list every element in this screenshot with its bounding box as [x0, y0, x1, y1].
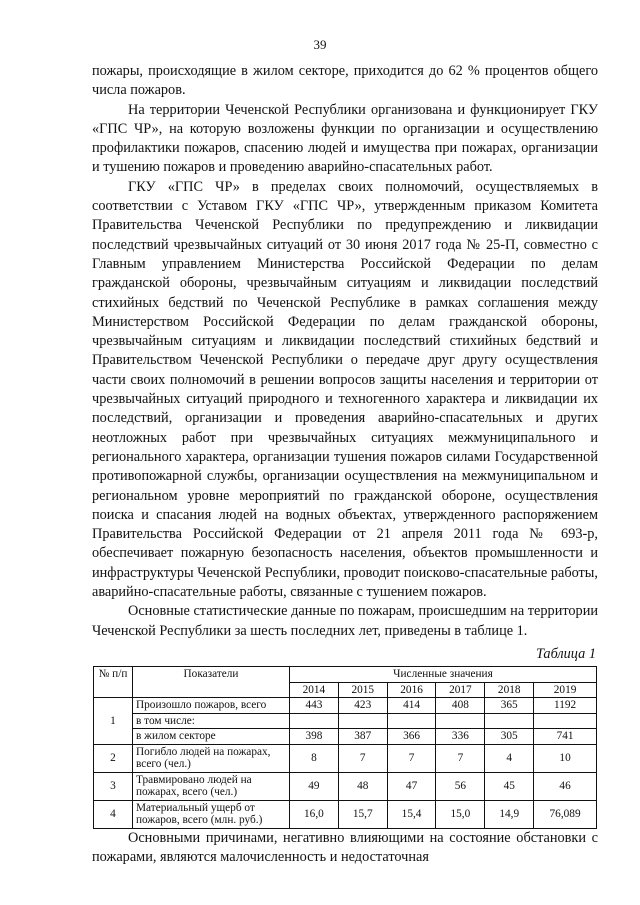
- paragraph-3: ГКУ «ГПС ЧР» в пределах своих полномочий, осуществляемых в соответствии с Уставом ГКУ «ГПС ЧР», утвержденным приказом Комитета Правительства Чеченской Республики по предупреждению и ликвидации последствий чрезвычайных ситуаций от 30 июня 2017 года № 25-П, совместно с Главным управлением Министерства Российской Федерации по делам гражданской обороны, чрезвычайным ситуациям и ликвидации последствий стихийных бедствий по Чеченской Республике в рамках соглашения между Министерством Российской Федерации по делам гражданской обороны, чрезвычайным ситуациям и ликвидации последствий стихийных бедствий и Правительством Чеченской Республики о передаче друг другу осуществления части своих полномочий в решении вопросов защиты населения и территории от чрезвычайных ситуаций природного и техногенного характера и ликвидации их последствий, организации и проведения аварийно-спасательных и других неотложных работ при чрезвычайных ситуациях межмуниципального и регионального характера, организации тушения пожаров силами Государственной противопожарной службы, организации осуществления на межмуниципальном и региональном уровне мероприятий по гражданской обороне, осуществления поиска и спасания людей на водных объектах, утвержденного распоряжением Правительства Российской Федерации от 21 апреля 2011 года № 693-р, обеспечивает пожарную безопасность населения, объектов промышленности и инфраструктуры Чеченской Республики, проводит поисково-спасательные работы, аварийно-спасательные работы, связанные с тушением пожаров.: [92, 178, 598, 601]
- cell-value: 8: [290, 744, 339, 772]
- table-caption: Таблица 1: [536, 645, 596, 662]
- cell-value: 45: [485, 772, 534, 800]
- cell-value: [290, 713, 339, 729]
- row-number: 2: [94, 744, 133, 772]
- table-header-row: [94, 667, 597, 683]
- cell-value: 15,0: [436, 800, 485, 828]
- cell-value: 398: [290, 729, 339, 745]
- header-year: 2019: [534, 682, 597, 698]
- cell-value: [436, 713, 485, 729]
- row-number: 4: [94, 800, 133, 828]
- header-year: 2016: [387, 682, 436, 698]
- cell-value: 336: [436, 729, 485, 745]
- header-number: № п/п: [94, 667, 133, 698]
- cell-value: 47: [387, 772, 436, 800]
- cell-value: 408: [436, 698, 485, 714]
- cell-value: 76,089: [534, 800, 597, 828]
- cell-value: 48: [338, 772, 387, 800]
- cell-value: 7: [338, 744, 387, 772]
- paragraph-5: Основными причинами, негативно влияющими на состояние обстановки с пожарами, являются малочисленность и недостаточная: [92, 829, 598, 865]
- document-body: [92, 62, 598, 867]
- table-row: [94, 729, 597, 745]
- row-label: в жилом секторе: [133, 729, 290, 745]
- header-year: 2015: [338, 682, 387, 698]
- cell-value: 4: [485, 744, 534, 772]
- cell-value: 305: [485, 729, 534, 745]
- table-row: [94, 744, 597, 772]
- cell-value: 49: [290, 772, 339, 800]
- row-number: 3: [94, 772, 133, 800]
- cell-value: 10: [534, 744, 597, 772]
- cell-value: 387: [338, 729, 387, 745]
- paragraph-2: На территории Чеченской Республики организована и функционирует ГКУ «ГПС ЧР», на которую возложены функции по организации и осуществлению профилактики пожаров, спасению людей и имущества при пожарах, организации и тушению пожаров и проведению аварийно-спасательных работ.: [92, 101, 598, 176]
- header-values: Численные значения: [290, 667, 597, 683]
- paragraph-4: Основные статистические данные по пожарам, происшедшим на территории Чеченской Республики за шесть последних лет, приведены в таблице 1.: [92, 603, 598, 639]
- statistics-table: [93, 666, 597, 829]
- cell-value: 15,7: [338, 800, 387, 828]
- header-indicators: Показатели: [133, 667, 290, 698]
- cell-value: 15,4: [387, 800, 436, 828]
- cell-value: 14,9: [485, 800, 534, 828]
- page-number: 39: [313, 37, 327, 52]
- cell-value: 366: [387, 729, 436, 745]
- header-year: 2014: [290, 682, 339, 698]
- cell-value: 741: [534, 729, 597, 745]
- header-year: 2017: [436, 682, 485, 698]
- cell-value: [338, 713, 387, 729]
- cell-value: 414: [387, 698, 436, 714]
- cell-value: 443: [290, 698, 339, 714]
- row-label: Погибло людей на пожарах, всего (чел.): [133, 744, 290, 772]
- cell-value: 46: [534, 772, 597, 800]
- table-row: [94, 772, 597, 800]
- row-number: 1: [94, 698, 133, 745]
- cell-value: 7: [387, 744, 436, 772]
- cell-value: 56: [436, 772, 485, 800]
- row-label: Произошло пожаров, всего: [133, 698, 290, 714]
- cell-value: [534, 713, 597, 729]
- cell-value: 1192: [534, 698, 597, 714]
- cell-value: 423: [338, 698, 387, 714]
- row-label: в том числе:: [133, 713, 290, 729]
- row-label: Травмировано людей на пожарах, всего (чел.): [133, 772, 290, 800]
- table-row: [94, 698, 597, 714]
- table-row: [94, 713, 597, 729]
- cell-value: 16,0: [290, 800, 339, 828]
- cell-value: [485, 713, 534, 729]
- table-row: [94, 800, 597, 828]
- header-year: 2018: [485, 682, 534, 698]
- cell-value: 7: [436, 744, 485, 772]
- row-label: Материальный ущерб от пожаров, всего (млн. руб.): [133, 800, 290, 828]
- cell-value: 365: [485, 698, 534, 714]
- cell-value: [387, 713, 436, 729]
- paragraph-1: пожары, происходящие в жилом секторе, приходится до 62 % процентов общего числа пожаров.: [92, 63, 598, 99]
